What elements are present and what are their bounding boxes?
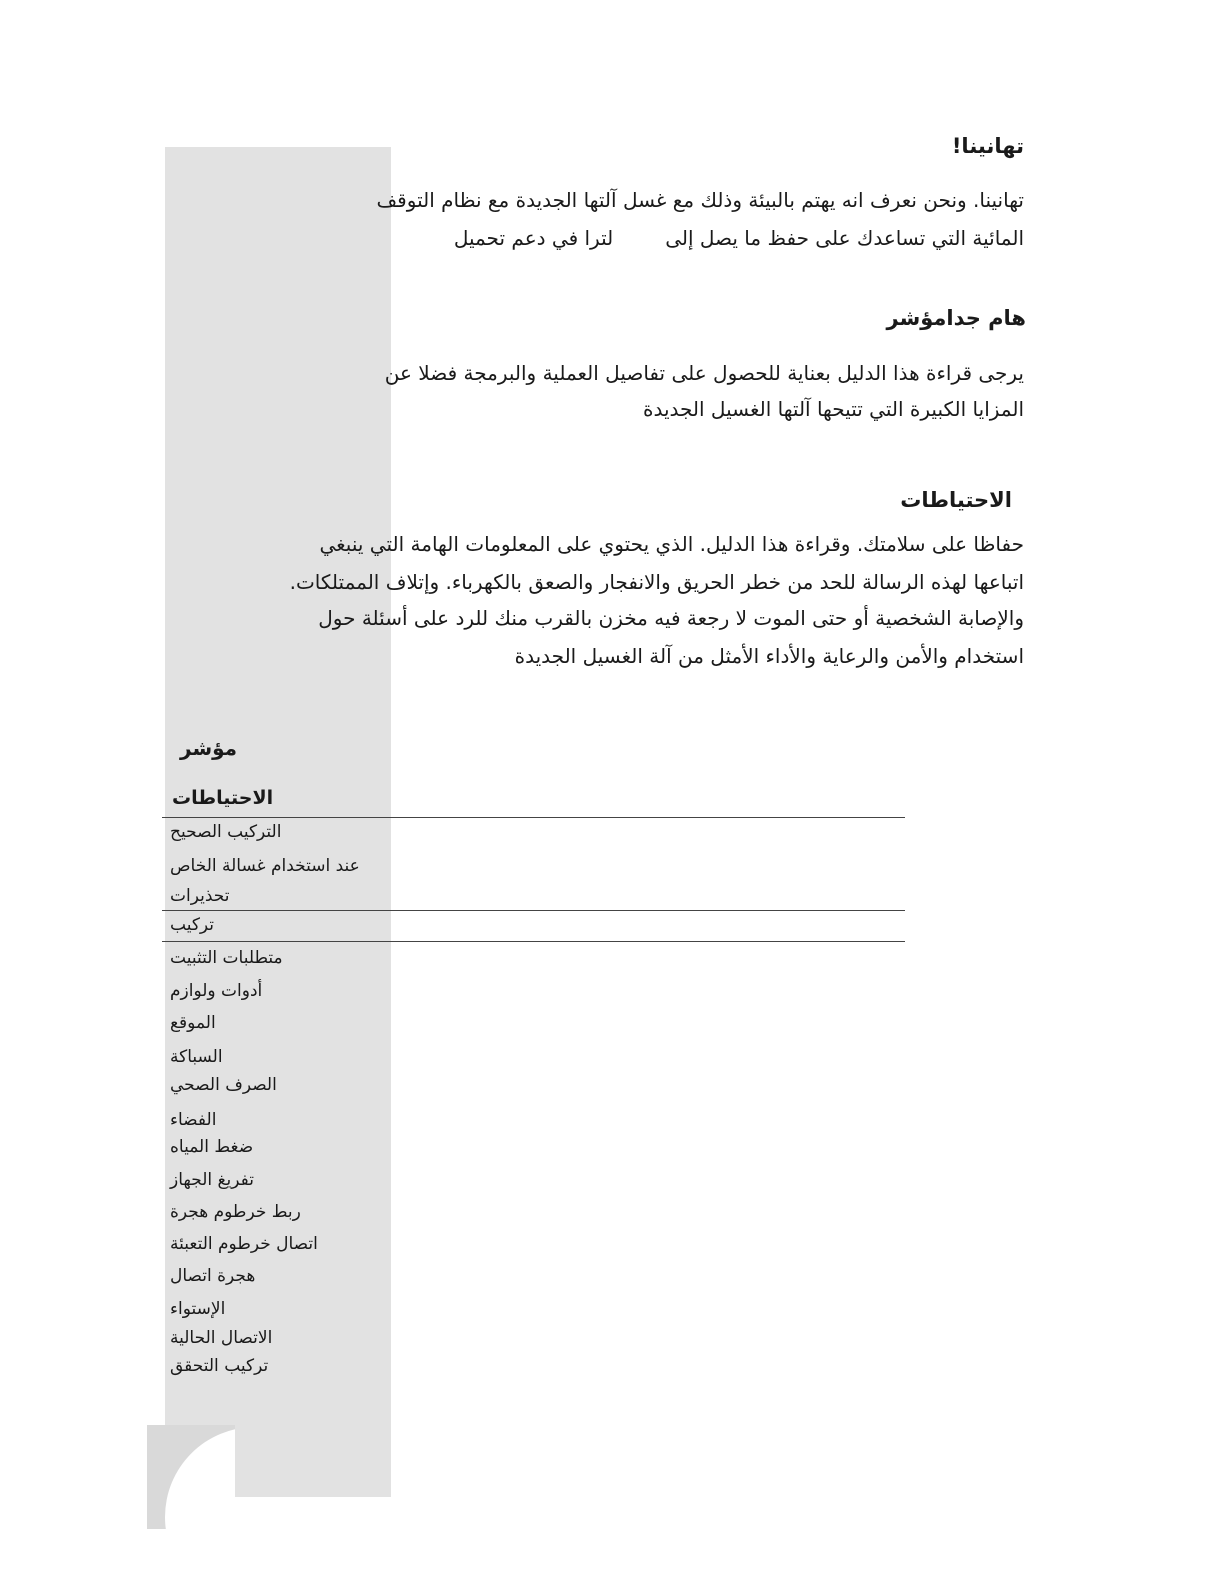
toc-item[interactable]: الصرف الصحي xyxy=(170,1075,277,1095)
toc-item[interactable]: ربط خرطوم هجرة xyxy=(170,1202,301,1222)
important-line-2: المزايا الكبيرة التي تتيحها آلتها الغسيل الجديدة xyxy=(642,397,1024,421)
precautions-heading: الاحتياطات xyxy=(900,488,1012,512)
page-corner-decoration xyxy=(147,1425,235,1529)
important-line-1: يرجى قراءة هذا الدليل بعناية للحصول على تفاصيل العملية والبرمجة فضلا عن xyxy=(384,361,1024,385)
toc-item[interactable]: هجرة اتصال xyxy=(170,1266,256,1286)
toc-item[interactable]: متطلبات التثبيت xyxy=(170,948,283,968)
toc-item[interactable]: الإستواء xyxy=(170,1299,226,1319)
toc-item[interactable]: السباكة xyxy=(170,1047,223,1067)
toc-item[interactable]: الموقع xyxy=(170,1013,216,1033)
congrats-heading: تهانينا! xyxy=(951,134,1024,158)
toc-title: مؤشر xyxy=(180,736,238,760)
congrats-line-2 xyxy=(454,226,1024,250)
congrats-line-2a: المائية التي تساعدك على حفظ ما يصل إلى xyxy=(665,226,1024,250)
congrats-line-2b: لترا في دعم تحميل xyxy=(453,226,614,250)
toc-item[interactable]: الاتصال الحالية xyxy=(170,1328,273,1348)
toc-group-title: الاحتياطات xyxy=(172,787,274,809)
toc-rule-top xyxy=(162,817,905,818)
toc-item[interactable]: ضغط المياه xyxy=(170,1137,254,1157)
toc-item[interactable]: عند استخدام غسالة الخاص xyxy=(170,856,360,876)
toc-item[interactable]: التركيب الصحيح xyxy=(170,822,282,842)
precautions-line-2: اتباعها لهذه الرسالة للحد من خطر الحريق والانفجار والصعق بالكهرباء. وإتلاف الممتلكات. xyxy=(289,570,1024,594)
toc-item[interactable]: تفريغ الجهاز xyxy=(170,1170,254,1190)
precautions-line-3: والإصابة الشخصية أو حتى الموت لا رجعة فيه مخزن بالقرب منك للرد على أسئلة حول xyxy=(318,606,1024,630)
toc-rule-bottom xyxy=(162,941,905,942)
toc-item[interactable]: أدوات ولوازم xyxy=(170,981,263,1001)
toc-item[interactable]: الفضاء xyxy=(170,1110,217,1130)
toc-item[interactable]: تحذيرات xyxy=(170,886,230,906)
precautions-line-4: استخدام والأمن والرعاية والأداء الأمثل من آلة الغسيل الجديدة xyxy=(514,644,1024,668)
toc-rule-middle xyxy=(162,910,905,911)
important-heading: هام جدامؤشر xyxy=(886,306,1026,330)
precautions-line-1: حفاظا على سلامتك. وقراءة هذا الدليل. الذي يحتوي على المعلومات الهامة التي ينبغي xyxy=(319,532,1024,556)
toc-item[interactable]: اتصال خرطوم التعبئة xyxy=(170,1234,318,1254)
toc-item[interactable]: تركيب xyxy=(170,915,215,935)
congrats-line-1: تهانينا. ونحن نعرف انه يهتم بالبيئة وذلك مع غسل آلتها الجديدة مع نظام التوقف xyxy=(376,188,1024,212)
toc-item[interactable]: تركيب التحقق xyxy=(170,1356,269,1376)
